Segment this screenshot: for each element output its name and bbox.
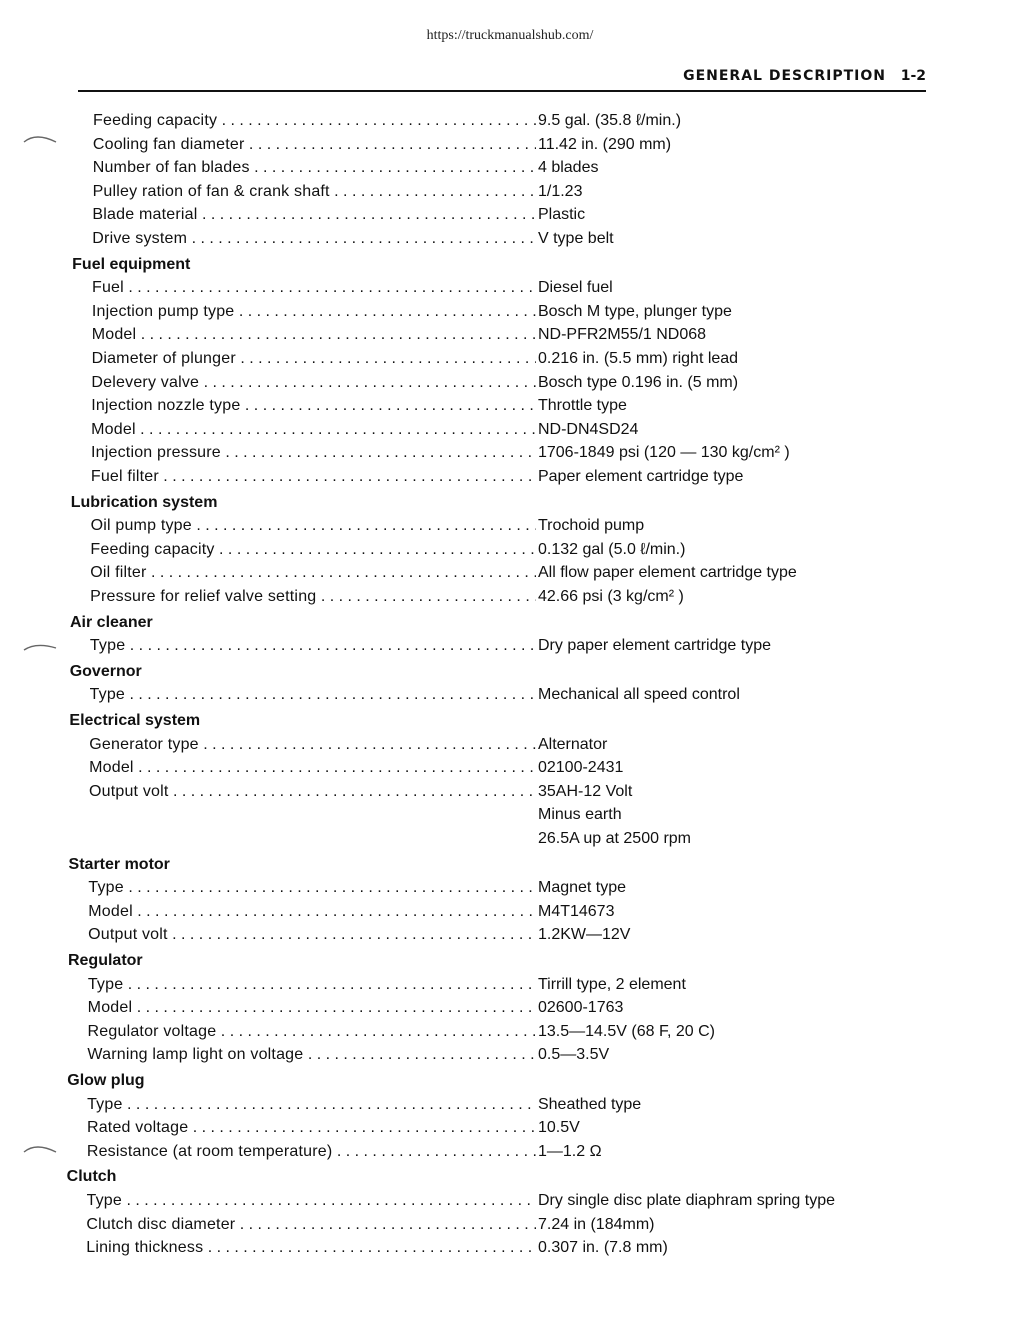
spec-value: Bosch M type, plunger type: [537, 302, 732, 320]
spec-row: [89, 781, 900, 803]
spec-row: [90, 562, 900, 584]
spec-row: [93, 157, 900, 179]
spec-value: 10.5V: [537, 1119, 580, 1137]
spec-value: 35AH-12 Volt: [537, 782, 633, 800]
spec-label: Model . . .: [91, 419, 536, 441]
spec-row: [88, 1021, 900, 1043]
spec-value: Diesel fuel: [537, 279, 613, 297]
spec-row: [87, 1117, 900, 1139]
spec-value: All flow paper element cartridge type: [537, 564, 797, 582]
spec-row: [92, 277, 900, 299]
spec-value: 0.216 in. (5.5 mm) right lead: [537, 350, 739, 367]
spec-label: Oil filter . . .: [90, 562, 536, 584]
spec-value: Trochoid pump: [537, 517, 645, 535]
spec-row: [93, 134, 900, 156]
spec-label: Generator type . . .: [89, 734, 536, 756]
spec-label: Clutch disc diameter . . .: [86, 1214, 536, 1236]
spec-label: Oil pump type . . .: [91, 515, 536, 537]
spec-row: [91, 419, 900, 441]
spec-row: [87, 1044, 900, 1066]
section-heading: Fuel equipment: [72, 255, 191, 273]
section-heading: Clutch: [66, 1168, 117, 1186]
spec-label: Diameter of plunger . . .: [92, 348, 536, 370]
spec-label: Model . . .: [88, 901, 536, 923]
spec-row: [87, 1094, 900, 1116]
spec-row: [86, 1237, 900, 1259]
spec-row: [92, 348, 900, 370]
spec-value: Dry single disc plate diaphram spring type: [537, 1192, 836, 1209]
spec-label: Type . . .: [87, 1190, 536, 1212]
spec-row: [86, 1214, 900, 1236]
spec-value: 0.132 gal (5.0 ℓ/min.): [537, 540, 686, 558]
spec-label: Model . . .: [92, 324, 536, 346]
spec-label: Injection pump type . . .: [92, 301, 536, 323]
spec-row: [92, 301, 900, 323]
spec-label: Type . . .: [88, 974, 536, 996]
spec-row: [91, 466, 900, 488]
spec-value: ND-DN4SD24: [537, 420, 639, 438]
spec-value: V type belt: [537, 230, 614, 247]
spec-row: [88, 877, 900, 899]
spec-label: Output volt . . .: [88, 924, 536, 946]
spec-value: 0.307 in. (7.8 mm): [537, 1239, 668, 1257]
spec-row: [89, 734, 900, 756]
spec-value: Paper element cartridge type: [537, 468, 744, 485]
spec-value: ND-PFR2M55/1 ND068: [537, 326, 707, 344]
spec-label: Regulator voltage . . .: [88, 1021, 536, 1043]
spec-label: Rated voltage . . .: [87, 1117, 536, 1139]
spec-value: 0.5—3.5V: [537, 1046, 610, 1064]
scan-mark-icon: [22, 132, 62, 146]
spec-row: [90, 539, 900, 561]
spec-row: [93, 181, 900, 203]
spec-label: Feeding capacity . . .: [93, 110, 536, 132]
spec-label: Output volt . . .: [89, 781, 536, 803]
spec-value: Magnet type: [537, 879, 627, 897]
spec-value: 4 blades: [537, 159, 599, 177]
section-heading: Air cleaner: [70, 613, 153, 631]
spec-row: [88, 997, 900, 1019]
spec-row: [91, 442, 900, 464]
spec-value: 02100-2431: [537, 759, 624, 777]
spec-row: [87, 1141, 900, 1163]
spec-row: [92, 228, 900, 250]
spec-label: Blade material . . .: [92, 204, 536, 226]
spec-label: Injection nozzle type . . .: [91, 395, 536, 417]
source-url: https://truckmanualshub.com/: [426, 28, 594, 43]
spec-value: 9.5 gal. (35.8 ℓ/min.): [538, 112, 682, 129]
spec-label: Model . . .: [89, 757, 536, 779]
section-heading: Governor: [69, 662, 142, 680]
spec-value: 13.5—14.5V (68 F, 20 C): [537, 1022, 715, 1040]
spec-row: [91, 395, 900, 417]
spec-value: Mechanical all speed control: [537, 686, 740, 704]
spec-label: Type . . .: [88, 877, 536, 899]
spec-label: Warning lamp light on voltage . . .: [87, 1044, 536, 1066]
spec-value: Plastic: [537, 206, 586, 224]
spec-label: Delevery valve . . .: [91, 372, 536, 394]
spec-label: Resistance (at room temperature) . . .: [87, 1141, 536, 1163]
spec-row: [90, 635, 900, 657]
section-heading: Lubrication system: [70, 493, 218, 511]
spec-value-continuation: 26.5A up at 2500 rpm: [538, 830, 691, 847]
spec-value: Tirrill type, 2 element: [537, 975, 686, 993]
spec-label: Drive system . . .: [92, 228, 536, 250]
scan-mark-icon: [22, 1142, 62, 1156]
spec-label: Type . . .: [90, 684, 536, 706]
spec-row: [91, 515, 900, 537]
spec-row: [88, 924, 900, 946]
spec-label: Fuel . . .: [92, 277, 536, 299]
spec-value: 02600-1763: [537, 999, 624, 1017]
spec-label: Lining thickness . . .: [86, 1237, 536, 1259]
spec-row: [90, 586, 900, 608]
spec-label: Type . . .: [87, 1094, 536, 1116]
spec-value: 1/1.23: [537, 182, 583, 200]
spec-row: [93, 110, 900, 132]
spec-value: 1706-1849 psi (120 — 130 kg/cm² ): [537, 444, 790, 462]
section-heading: Electrical system: [69, 712, 201, 729]
spec-value: Alternator: [537, 735, 608, 753]
section-heading: Starter motor: [68, 855, 170, 873]
spec-value: 1—1.2 Ω: [537, 1142, 602, 1160]
spec-value: Dry paper element cartridge type: [537, 637, 771, 655]
spec-row: [87, 1190, 900, 1212]
spec-label: Type . . .: [90, 635, 536, 657]
spec-row: [88, 974, 900, 996]
section-heading: Regulator: [67, 952, 143, 969]
spec-row: [91, 372, 900, 394]
spec-label: Pressure for relief valve setting . . .: [90, 586, 536, 608]
spec-row: [89, 757, 900, 779]
spec-label: Pulley ration of fan & crank shaft . . .: [93, 181, 536, 203]
spec-value-continuation: Minus earth: [538, 806, 622, 824]
section-heading: Glow plug: [67, 1072, 145, 1089]
scan-mark-icon: [22, 640, 62, 654]
spec-value: Bosch type 0.196 in. (5 mm): [537, 373, 739, 391]
spec-row: [90, 684, 900, 706]
spec-row: [88, 901, 900, 923]
spec-label: Feeding capacity . . .: [90, 539, 536, 561]
spec-value: 42.66 psi (3 kg/cm² ): [537, 588, 684, 605]
spec-row: [92, 204, 900, 226]
spec-label: Fuel filter . . .: [91, 466, 536, 488]
page-number: 1-2: [900, 68, 926, 84]
spec-label: Cooling fan diameter . . .: [93, 134, 536, 156]
spec-value: 11.42 in. (290 mm): [537, 135, 672, 153]
spec-value: Sheathed type: [537, 1095, 642, 1113]
spec-value: 7.24 in (184mm): [537, 1215, 655, 1233]
spec-label: Model . . .: [88, 997, 536, 1019]
spec-label: Injection pressure . . .: [91, 442, 536, 464]
spec-label: Number of fan blades . . .: [93, 157, 536, 179]
spec-value: 1.2KW—12V: [537, 926, 631, 944]
spec-value: Throttle type: [537, 397, 627, 415]
spec-row: [92, 324, 900, 346]
page-header: [78, 68, 926, 92]
header-title: GENERAL DESCRIPTION: [683, 68, 886, 84]
spec-value: M4T14673: [537, 902, 615, 920]
